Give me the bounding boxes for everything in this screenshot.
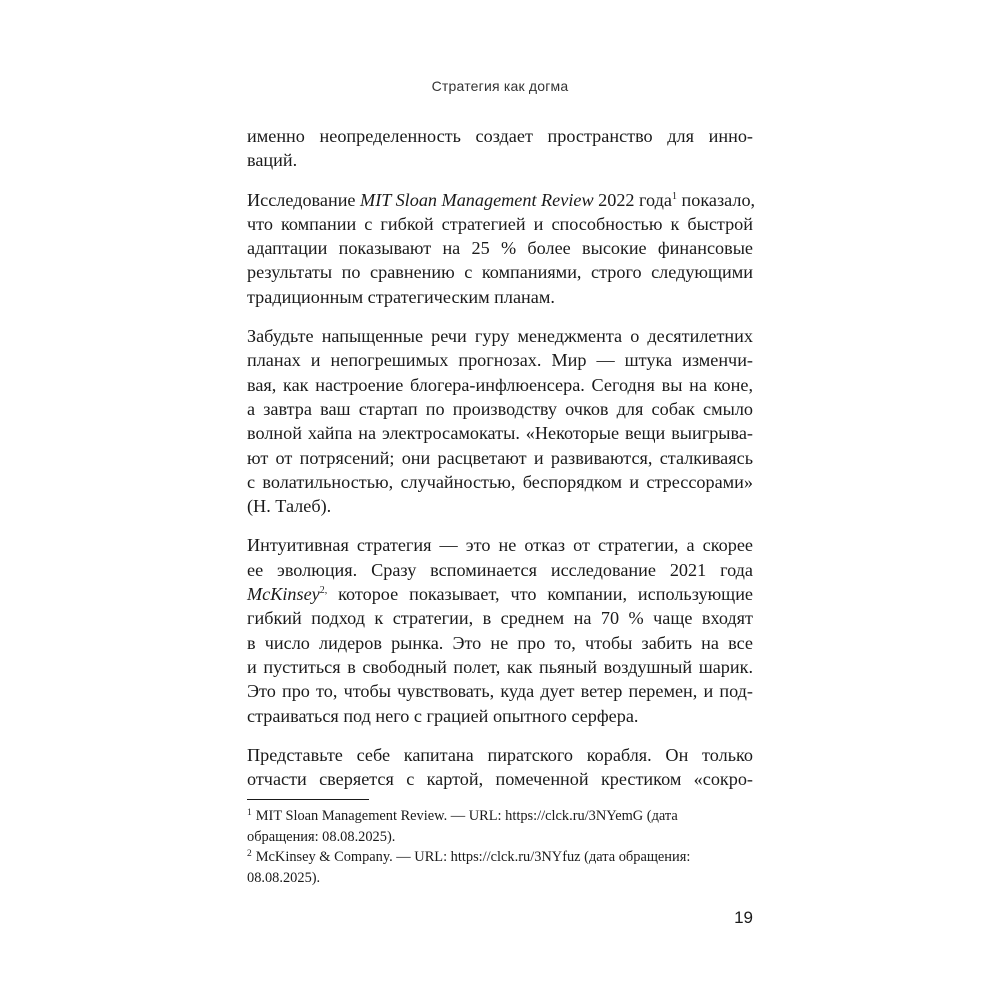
footnote-text-cont: 08.08.2025). <box>247 869 321 886</box>
text-line: ют от потрясений; они расцветают и развиваются, сталкиваясь <box>247 447 753 468</box>
text-line: с волатильностью, случайностью, беспорядком и стрессорами» <box>247 471 753 492</box>
text-line: а завтра ваш стартап по производству очков для собак смыло <box>247 398 753 419</box>
text-line: гибкий подход к стратегии, в среднем на 70 % чаще входят <box>247 608 753 629</box>
paragraph <box>247 124 753 173</box>
footnote-ref: 1 <box>671 190 677 202</box>
footnote <box>247 847 753 888</box>
text-line: отчасти сверяется с картой, помеченной крестиком «сокро- <box>247 769 753 790</box>
text-line: традиционным стратегическим планам. <box>247 286 555 307</box>
paragraph <box>247 324 753 518</box>
text-line: страиваться под него с грацией опытного серфера. <box>247 705 639 726</box>
footnote-divider <box>247 799 369 800</box>
text-line: и пуститься в свободный полет, как пьяный воздушный шарик. <box>247 656 753 677</box>
text-line: именно неопределенность создает пространство для инно- <box>247 126 753 146</box>
footnote-number: 1 <box>247 808 252 818</box>
footnote-text: McKinsey & Company. — URL: https://clck.ru/3NYfuz (дата обращения: <box>255 849 691 865</box>
text-line: в число лидеров рынка. Это не про то, чтобы забить на все <box>247 632 753 653</box>
paragraph <box>247 743 753 792</box>
text-line: Интуитивная стратегия — это не отказ от стратегии, а скорее <box>247 535 753 556</box>
italic-title: MIT Sloan Management Review <box>360 189 594 210</box>
footnotes <box>247 806 753 888</box>
footnote <box>247 806 753 847</box>
footnote-ref: 2, <box>319 585 328 597</box>
paragraph <box>247 188 756 309</box>
text-line: планах и непогрешимых прогнозах. Мир — штука изменчи- <box>247 350 753 371</box>
footnote-text: MIT Sloan Management Review. — URL: https://clck.ru/3NYemG (дата <box>255 808 678 824</box>
text-line: (Н. Талеб). <box>247 496 332 517</box>
text-line: Это про то, чтобы чувствовать, куда дует ветер перемен, и под- <box>247 681 753 702</box>
text-line: Представьте себе капитана пиратского корабля. Он только <box>247 744 753 765</box>
footnote-number: 2 <box>247 849 252 859</box>
text-line: результаты по сравнению с компаниями, строго следующими <box>247 262 753 283</box>
text-line: вая, как настроение блогера-инфлюенсера. Сегодня вы на коне, <box>247 374 753 395</box>
text-line: адаптации показывают на 25 % более высокие финансовые <box>247 238 753 259</box>
page-number: 19 <box>734 908 753 927</box>
text-line: что компании с гибкой стратегией и способностью к быстрой <box>247 213 753 234</box>
footnote-text-cont: обращения: 08.08.2025). <box>247 828 396 845</box>
text-line: McKinsey$^{2,}$ которое показывает, что компании, использующие <box>247 584 753 605</box>
text-line: Забудьте напыщенные речи гуру менеджмента о десятилетних <box>247 326 753 347</box>
text-line: Исследование MIT Sloan Management Review 2022 года$^1$ показало, <box>247 189 756 210</box>
italic-title: McKinsey <box>247 584 320 605</box>
main-text <box>247 124 756 806</box>
text-line: ваций. <box>247 150 298 171</box>
text-line: волной хайпа на электросамокаты. «Некоторые вещи выигрыва- <box>247 423 753 444</box>
paragraph <box>247 533 753 727</box>
running-head: Стратегия как догма <box>431 78 569 94</box>
text-line: ее эволюция. Сразу вспоминается исследование 2021 года <box>247 559 753 580</box>
